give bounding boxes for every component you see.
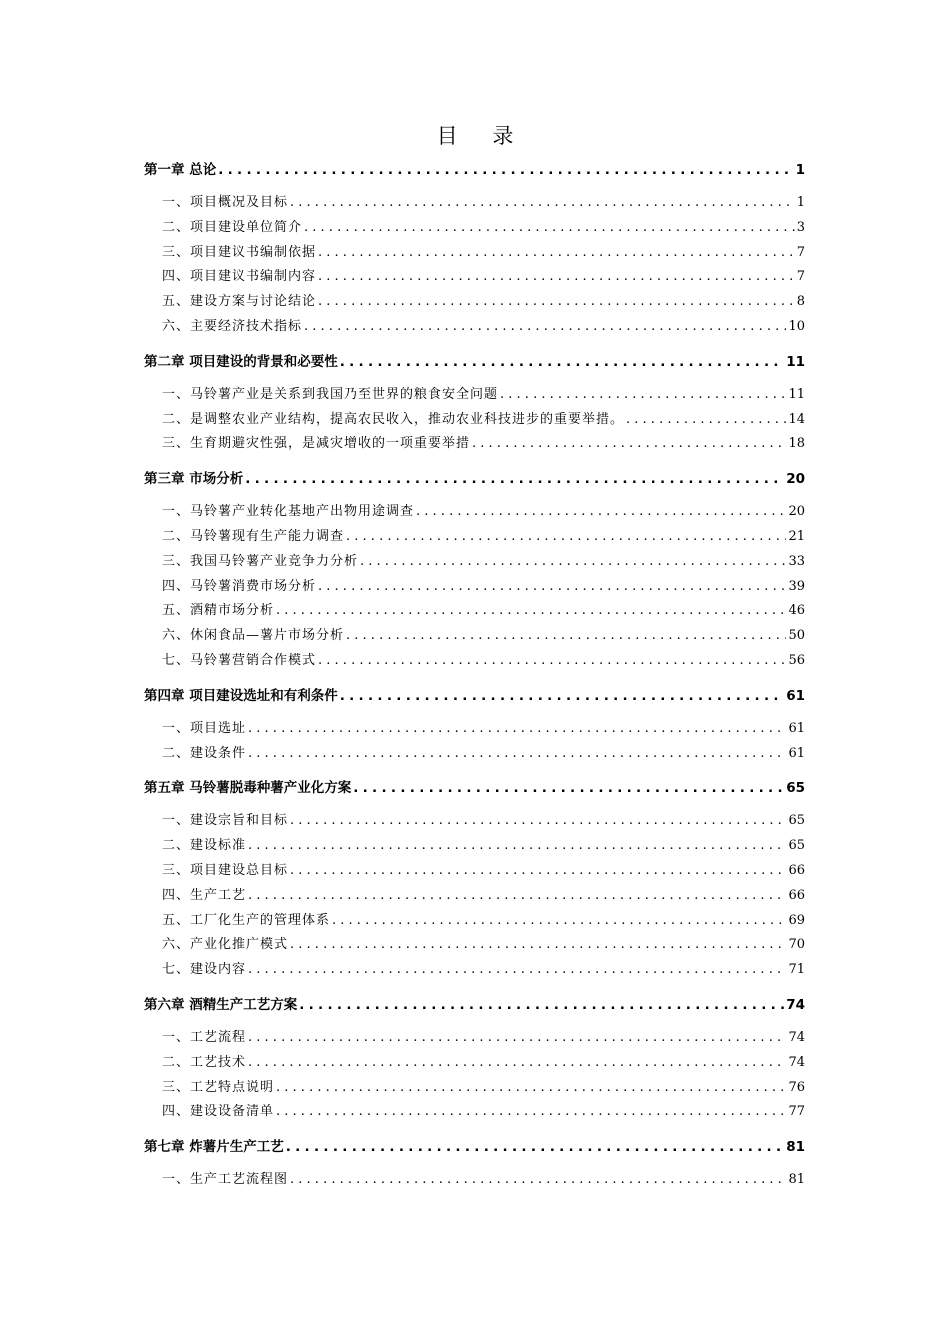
toc-page-number: 14 (788, 411, 805, 427)
toc-page-number: 1 (795, 162, 805, 178)
toc-entry-label: 三、项目建议书编制依据 (162, 244, 317, 260)
toc-page-number: 8 (796, 294, 805, 310)
toc-entry-label: 四、马铃薯消费市场分析 (162, 578, 317, 594)
toc-entry-label: 六、产业化推广模式 (162, 937, 289, 953)
toc-dot-leader (248, 886, 786, 906)
toc-entry-label: 第六章 酒精生产工艺方案 (144, 997, 298, 1013)
toc-entry-label: 一、建设宗旨和目标 (162, 813, 289, 829)
toc-chapter-entry[interactable] (144, 158, 805, 180)
toc-page-number: 20 (786, 471, 805, 488)
toc-entry-label: 五、酒精市场分析 (162, 603, 275, 619)
toc-dot-leader (248, 836, 786, 856)
toc-entry-label: 三、项目建设总目标 (162, 863, 289, 878)
toc-page-number: 56 (788, 653, 805, 668)
toc-dot-leader (248, 744, 786, 764)
toc-section-entry[interactable] (144, 432, 805, 454)
toc-page-number: 39 (788, 578, 805, 594)
toc-dot-leader (332, 911, 786, 931)
toc-section-entry[interactable] (144, 1168, 805, 1190)
toc-dot-leader (318, 651, 786, 671)
toc-section-entry[interactable] (144, 265, 805, 287)
toc-page-number: 69 (788, 912, 805, 928)
toc-section-entry[interactable] (144, 241, 805, 263)
toc-entry-label: 第五章 马铃薯脱毒种薯产业化方案 (144, 780, 352, 797)
toc-entry-label: 一、马铃薯产业是关系到我国乃至世界的粮食安全问题 (162, 386, 499, 402)
toc-page-number: 81 (786, 1139, 805, 1156)
toc-dot-leader (346, 527, 786, 547)
toc-section-entry[interactable] (144, 383, 805, 405)
toc-entry-label: 第七章 炸薯片生产工艺 (144, 1139, 284, 1156)
toc-page-number: 65 (788, 813, 805, 829)
toc-section-entry[interactable] (144, 408, 805, 430)
toc-page-number: 1 (796, 195, 805, 210)
toc-dot-leader (340, 686, 785, 706)
toc-entry-label: 二、建设标准 (162, 838, 247, 854)
toc-section-entry[interactable] (144, 216, 805, 238)
toc-section-entry[interactable] (144, 1051, 805, 1073)
toc-dot-leader (245, 469, 784, 489)
toc-entry-label: 二、是调整农业产业结构，提高农民收入，推动农业科技进步的重要举措。 (162, 411, 625, 427)
toc-page-number: 61 (788, 720, 805, 736)
toc-dot-leader (276, 1102, 786, 1122)
toc-section-entry[interactable] (144, 599, 805, 621)
toc-dot-leader (340, 352, 785, 372)
toc-page-number: 74 (788, 1030, 805, 1045)
toc-entry-label: 一、马铃薯产业转化基地产出物用途调查 (162, 504, 415, 520)
toc-section-entry[interactable] (144, 909, 805, 931)
toc-entry-label: 四、项目建议书编制内容 (162, 269, 317, 285)
toc-section-entry[interactable] (144, 1100, 805, 1122)
toc-section-entry[interactable] (144, 717, 805, 739)
toc-dot-leader (248, 719, 786, 739)
toc-section-entry[interactable] (144, 859, 805, 881)
toc-dot-leader (304, 317, 786, 337)
toc-page-number: 74 (786, 997, 805, 1013)
toc-page-number: 71 (788, 962, 805, 978)
toc-entry-label: 四、建设设备清单 (162, 1104, 275, 1120)
toc-page-number: 33 (788, 553, 805, 569)
toc-entry-label: 二、工艺技术 (162, 1054, 247, 1070)
toc-section-entry[interactable] (144, 290, 805, 312)
toc-page-number: 7 (796, 269, 805, 285)
toc-section-entry[interactable] (144, 315, 805, 337)
toc-entry-label: 第一章 总论 (144, 162, 217, 178)
toc-entry-label: 第三章 市场分析 (144, 471, 244, 488)
toc-dot-leader (290, 1170, 786, 1190)
toc-entry-label: 二、项目建设单位简介 (162, 219, 303, 235)
toc-dot-leader (290, 935, 786, 955)
toc-page-number: 65 (786, 780, 805, 797)
toc-entry-label: 五、建设方案与讨论结论 (162, 294, 317, 310)
toc-dot-leader (500, 385, 786, 405)
toc-section-entry[interactable] (144, 742, 805, 764)
toc-dot-leader (318, 577, 786, 597)
toc-section-entry[interactable] (144, 575, 805, 597)
toc-page-number: 3 (796, 219, 805, 235)
toc-page-number: 77 (788, 1104, 805, 1120)
toc-dot-leader (290, 861, 786, 881)
toc-chapter-entry[interactable] (144, 776, 805, 798)
toc-entry-label: 一、生产工艺流程图 (162, 1172, 289, 1188)
toc-section-entry[interactable] (144, 500, 805, 522)
toc-dot-leader (248, 1053, 786, 1073)
toc-chapter-entry[interactable] (144, 1135, 805, 1157)
toc-page-number: 61 (786, 687, 805, 704)
toc-dot-leader (353, 778, 784, 798)
toc-page-number: 10 (788, 319, 805, 334)
toc-dot-leader (304, 218, 795, 238)
toc-chapter-entry[interactable] (144, 993, 805, 1015)
toc-title: 目 录 (436, 124, 528, 148)
toc-entry-label: 第二章 项目建设的背景和必要性 (144, 353, 338, 370)
toc-entry-label: 一、项目选址 (162, 720, 247, 736)
toc-page-number: 18 (788, 436, 805, 452)
toc-entry-label: 三、工艺特点说明 (162, 1079, 275, 1095)
toc-dot-leader (360, 552, 786, 572)
toc-dot-leader (290, 811, 786, 831)
toc-dot-leader (472, 434, 786, 454)
toc-page-number: 66 (788, 863, 805, 878)
toc-section-entry[interactable] (144, 809, 805, 831)
toc-section-entry[interactable] (144, 884, 805, 906)
toc-section-entry[interactable] (144, 191, 805, 213)
toc-dot-leader (218, 160, 793, 180)
toc-dot-leader (318, 292, 795, 312)
toc-section-entry[interactable] (144, 933, 805, 955)
toc-dot-leader (276, 601, 786, 621)
toc-page-number: 7 (796, 244, 805, 260)
toc-section-entry[interactable] (144, 649, 805, 671)
toc-page-number: 20 (788, 504, 805, 520)
toc-section-entry[interactable] (144, 958, 805, 980)
toc-entry-label: 第四章 项目建设选址和有利条件 (144, 687, 338, 704)
toc-page-number: 65 (788, 838, 805, 854)
toc-dot-leader (248, 960, 786, 980)
toc-dot-leader (416, 502, 786, 522)
toc-page-number: 74 (788, 1054, 805, 1070)
toc-dot-leader (626, 410, 786, 430)
toc-entry-label: 一、项目概况及目标 (162, 195, 289, 210)
toc-dot-leader (286, 1137, 785, 1157)
toc-dot-leader (346, 626, 786, 646)
toc-page-number: 70 (788, 937, 805, 953)
toc-entry-label: 四、生产工艺 (162, 887, 247, 903)
toc-chapter-entry[interactable] (144, 350, 805, 372)
toc-entry-label: 一、工艺流程 (162, 1030, 247, 1045)
toc-section-entry[interactable] (144, 1076, 805, 1098)
toc-page-number: 81 (788, 1172, 805, 1188)
toc-entry-label: 七、建设内容 (162, 962, 247, 978)
toc-entry-label: 二、建设条件 (162, 745, 247, 761)
toc-entry-label: 六、主要经济技术指标 (162, 319, 303, 334)
toc-page-number: 66 (788, 887, 805, 903)
toc-dot-leader (318, 243, 795, 263)
toc-dot-leader (299, 995, 784, 1015)
toc-entry-label: 二、马铃薯现有生产能力调查 (162, 529, 345, 544)
toc-section-entry[interactable] (144, 624, 805, 646)
toc-entry-label: 六、休闲食品—薯片市场分析 (162, 628, 345, 644)
toc-page-number: 76 (788, 1079, 805, 1095)
toc-entry-label: 五、工厂化生产的管理体系 (162, 912, 331, 928)
toc-entry-label: 三、生育期避灾性强，是减灾增收的一项重要举措 (162, 436, 471, 452)
toc-page-number: 21 (788, 529, 805, 544)
toc-dot-leader (248, 1028, 786, 1048)
toc-page-number: 11 (788, 386, 805, 402)
toc-dot-leader (318, 267, 795, 287)
toc-section-entry[interactable] (144, 525, 805, 547)
toc-chapter-entry[interactable] (144, 467, 805, 489)
toc-page-number: 11 (786, 353, 805, 370)
toc-section-entry[interactable] (144, 1026, 805, 1048)
toc-page-number: 46 (788, 603, 805, 619)
toc-entry-label: 三、我国马铃薯产业竞争力分析 (162, 553, 359, 569)
toc-page-number: 50 (788, 628, 805, 644)
toc-chapter-entry[interactable] (144, 684, 805, 706)
toc-section-entry[interactable] (144, 550, 805, 572)
toc-dot-leader (276, 1078, 786, 1098)
toc-dot-leader (290, 193, 795, 213)
toc-page-number: 61 (788, 745, 805, 761)
toc-section-entry[interactable] (144, 834, 805, 856)
toc-entry-label: 七、马铃薯营销合作模式 (162, 653, 317, 668)
